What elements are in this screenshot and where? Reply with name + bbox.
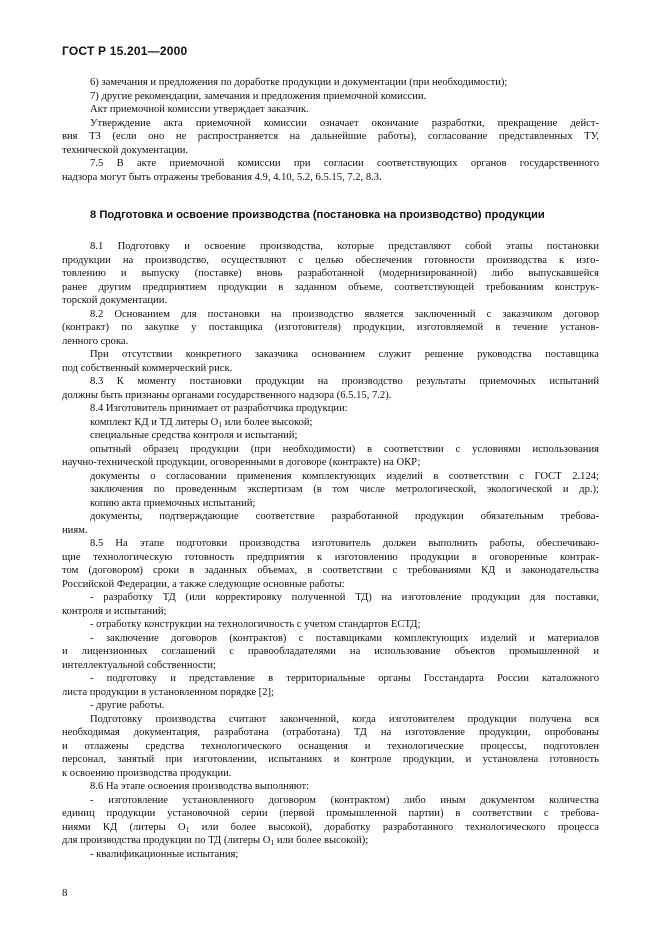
text-line: ниям. <box>62 524 88 536</box>
text-line: - подготовку и представление в территориальные органы Госстандарта России каталожного <box>90 673 599 684</box>
text-line: 8.1 Подготовку и освоение производства, которые представляют собой этапы постановки <box>90 241 599 252</box>
text-line: специальные средства контроля и испытаний; <box>90 430 298 441</box>
text-line: интеллектуальной собственности; <box>62 659 217 671</box>
text-line: 8.2 Основанием для постановки на производство является заключенный с заказчиком договор <box>90 308 599 320</box>
text-line: 8.5 На этапе подготовки производства изготовитель должен выполнить работы, обеспечиваю- <box>90 538 599 549</box>
text-line: - отработку конструкции на технологичность с учетом стандартов ЕСТД; <box>90 619 421 630</box>
text-line: - изготовление установленного договором (контрактом) либо иным документом количества <box>90 794 599 806</box>
text-line: 7.5 В акте приемочной комиссии при согласии соответствующих органов государственного <box>90 158 599 169</box>
text-line: (контракт) по закупке у поставщика (изготовителя) продукции, изготовляемой в течение установ- <box>62 322 599 333</box>
text-line: - другие работы. <box>90 700 165 711</box>
text-line: ленного срока. <box>62 335 129 347</box>
text-line: щие технологическую готовность предприятия к изготовлению продукции в оговоренные контрак- <box>62 551 599 563</box>
text-line: - заключение договоров (контрактов) с поставщиками комплектующих изделий и материалов <box>90 632 599 644</box>
text-line: заключения по проведенным экспертизам (в том числе метрологической, экологической и др.); <box>90 484 599 495</box>
section-7-continuation <box>62 76 599 184</box>
text-line: комплект КД и ТД литеры $O_1$ или более высокой; <box>90 416 313 429</box>
text-line: Российской Федерации, а также следующие основные работы: <box>62 578 345 590</box>
text-line: товлению и выпуску (поставке) вновь разработанной (модернизированной) либо выпускавшейся <box>62 268 599 279</box>
page-number: 8 <box>62 887 68 899</box>
text-line: под собственный коммерческий риск. <box>62 362 233 374</box>
text-line: контроля и испытаний; <box>62 605 167 617</box>
text-line: необходимая документация, разработана (отработана) ТД на изготовление продукции, опробованы <box>62 727 599 738</box>
text-line: Утверждение акта приемочной комиссии означает окончание разработки, прекращение дейст- <box>90 117 599 129</box>
text-line: вия ТЗ (если оно не распространяется на дальнейшие работы), согласование представленных ТУ, <box>62 131 599 142</box>
text-line: для производства продукции по ТД (литеры $O_1$ или более высокой); <box>62 835 369 847</box>
text-line: - разработку ТД (или корректировку полученной ТД) на изготовление продукции для поставки, <box>90 592 599 603</box>
text-line: научно-технической продукции, оговоренными в договоре (контракте) на ОКР; <box>62 457 421 468</box>
subscript: 1 <box>218 419 223 429</box>
text-line: 8.3 К моменту постановки продукции на производство результаты приемочных испытаний <box>90 376 599 387</box>
text-line: - квалификационные испытания; <box>90 848 239 860</box>
text-line: 7) другие рекомендации, замечания и предложения приемочной комиссии. <box>90 90 427 102</box>
text-line: торской документации. <box>62 295 168 306</box>
text-line: том (договором) сроки в заданных объемах, в соответствии с требованиями КД и законодательства <box>62 565 599 576</box>
text-line: ниями КД (литеры $O_1$ или более высокой), доработку разработанного технологического процесса <box>62 821 600 834</box>
section-8-body <box>62 240 599 861</box>
text-line: должны быть признаны органами государственного надзора (6.5.15, 7.2). <box>62 389 392 401</box>
text-line: документы, подтверждающие соответствие разработанной продукции обязательным требова- <box>90 511 599 522</box>
text-line: ранее другим предприятием продукции в заданном объеме, соответствующей требованиям конструк- <box>62 281 599 293</box>
text-line: опытный образец продукции (при необходимости) в соответствии с условиями использования <box>90 443 599 455</box>
text-line: персонал, занятый при изготовлении, испытаниях и контроле продукции, и установлена готовность <box>62 754 599 765</box>
document-header: ГОСТ Р 15.201—2000 <box>62 44 188 58</box>
text-line: технической документации. <box>62 144 189 156</box>
text-line: Акт приемочной комиссии утверждает заказчик. <box>90 104 309 115</box>
text-line: единиц продукции установочной серии (первой промышленной партии) в соответствии с требова- <box>62 808 599 819</box>
text-line: к освоению производства продукции. <box>62 767 232 779</box>
text-line: копию акта приемочных испытаний; <box>90 497 256 509</box>
text-line: Подготовку производства считают законченной, когда изготовителем продукции получена вся <box>90 713 599 725</box>
text-line: и лицензионных соглашений с правообладателями на использование объектов промышленной и <box>62 646 599 657</box>
subscript: 1 <box>185 824 190 834</box>
text-line: 8.4 Изготовитель принимает от разработчика продукции: <box>90 403 348 414</box>
text-line: При отсутствии конкретного заказчика основанием служит решение руководства поставщика <box>90 349 599 360</box>
document-body <box>62 76 599 861</box>
text-line: 8.6 На этапе освоения производства выполняют: <box>90 781 310 792</box>
subscript: 1 <box>270 838 275 847</box>
section-8-heading: 8 Подготовка и освоение производства (постановка на производство) продукции <box>90 209 545 221</box>
text-line: продукции на производство, осуществляют с целью обеспечения готовности производства к изго- <box>62 254 599 266</box>
text-line: надзора могут быть отражены требования 4.9, 4.10, 5.2, 6.5.15, 7.2, 8.3. <box>62 171 382 183</box>
text-line: 6) замечания и предложения по доработке продукции и документации (при необходимости); <box>90 77 508 88</box>
text-line: и отлажены средства технологического оснащения и технологические процессы, подготовлен <box>62 740 599 752</box>
text-line: листа продукции в установленном порядке [2]; <box>62 686 274 698</box>
text-line: документы о согласовании применения комплектующих изделий в соответствии с ГОСТ 2.124; <box>90 470 599 482</box>
